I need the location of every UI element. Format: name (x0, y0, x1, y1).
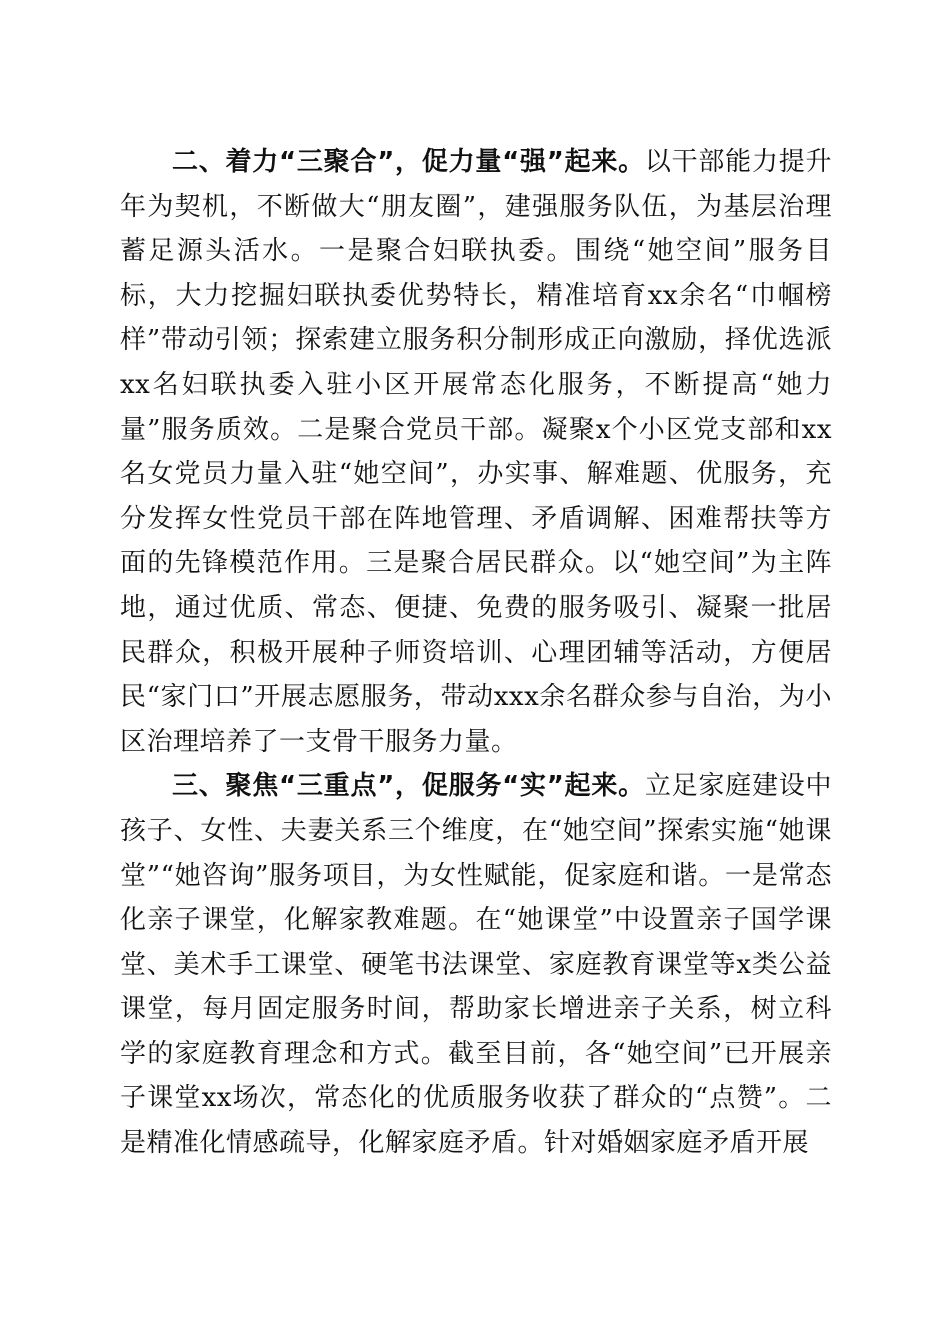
paragraph-section-three (120, 764, 832, 1165)
section-heading: 三、聚焦“三重点”，促服务“实”起来。 (172, 771, 645, 802)
section-heading: 二、着力“三聚合”，促力量“强”起来。 (172, 147, 645, 177)
paragraph-section-two (120, 140, 832, 764)
paragraph-text: 以干部能力提升年为契机，不断做大“朋友圈”，建强服务队伍，为基层治理蓄足源头活水。一是聚合妇联执委。围绕“她空间”服务目标，大力挖掘妇联执委优势特长，精准培育xx余名“巾帼榜样”带动引领；探索建立服务积分制形成正向激励，择优选派xx名妇联执委入驻小区开展常态化服务，不断提高“她力量”服务质效。二是聚合党员干部。凝聚x个小区党支部和xx名女党员力量入驻“她空间”，办实事、解难题、优服务，充分发挥女性党员干部在阵地管理、矛盾调解、困难帮扶等方面的先锋模范作用。三是聚合居民群众。以“她空间”为主阵地，通过优质、常态、便捷、免费的服务吸引、凝聚一批居民群众，积极开展种子师资培训、心理团辅等活动，方便居民“家门口”开展志愿服务，带动xxx余名群众参与自治，为小区治理培养了一支骨干服务力量。 (120, 147, 832, 757)
paragraph-text: 立足家庭建设中孩子、女性、夫妻关系三个维度，在“她空间”探索实施“她课堂”“她咨询”服务项目，为女性赋能，促家庭和谐。一是常态化亲子课堂，化解家教难题。在“她课堂”中设置亲子国学课堂、美术手工课堂、硬笔书法课堂、家庭教育课堂等x类公益课堂，每月固定服务时间，帮助家长增进亲子关系，树立科学的家庭教育理念和方式。截至目前，各“她空间”已开展亲子课堂xx场次，常态化的优质服务收获了群众的“点赞”。二是精准化情感疏导，化解家庭矛盾。针对婚姻家庭矛盾开展 (120, 771, 832, 1159)
document-body (120, 140, 832, 1166)
